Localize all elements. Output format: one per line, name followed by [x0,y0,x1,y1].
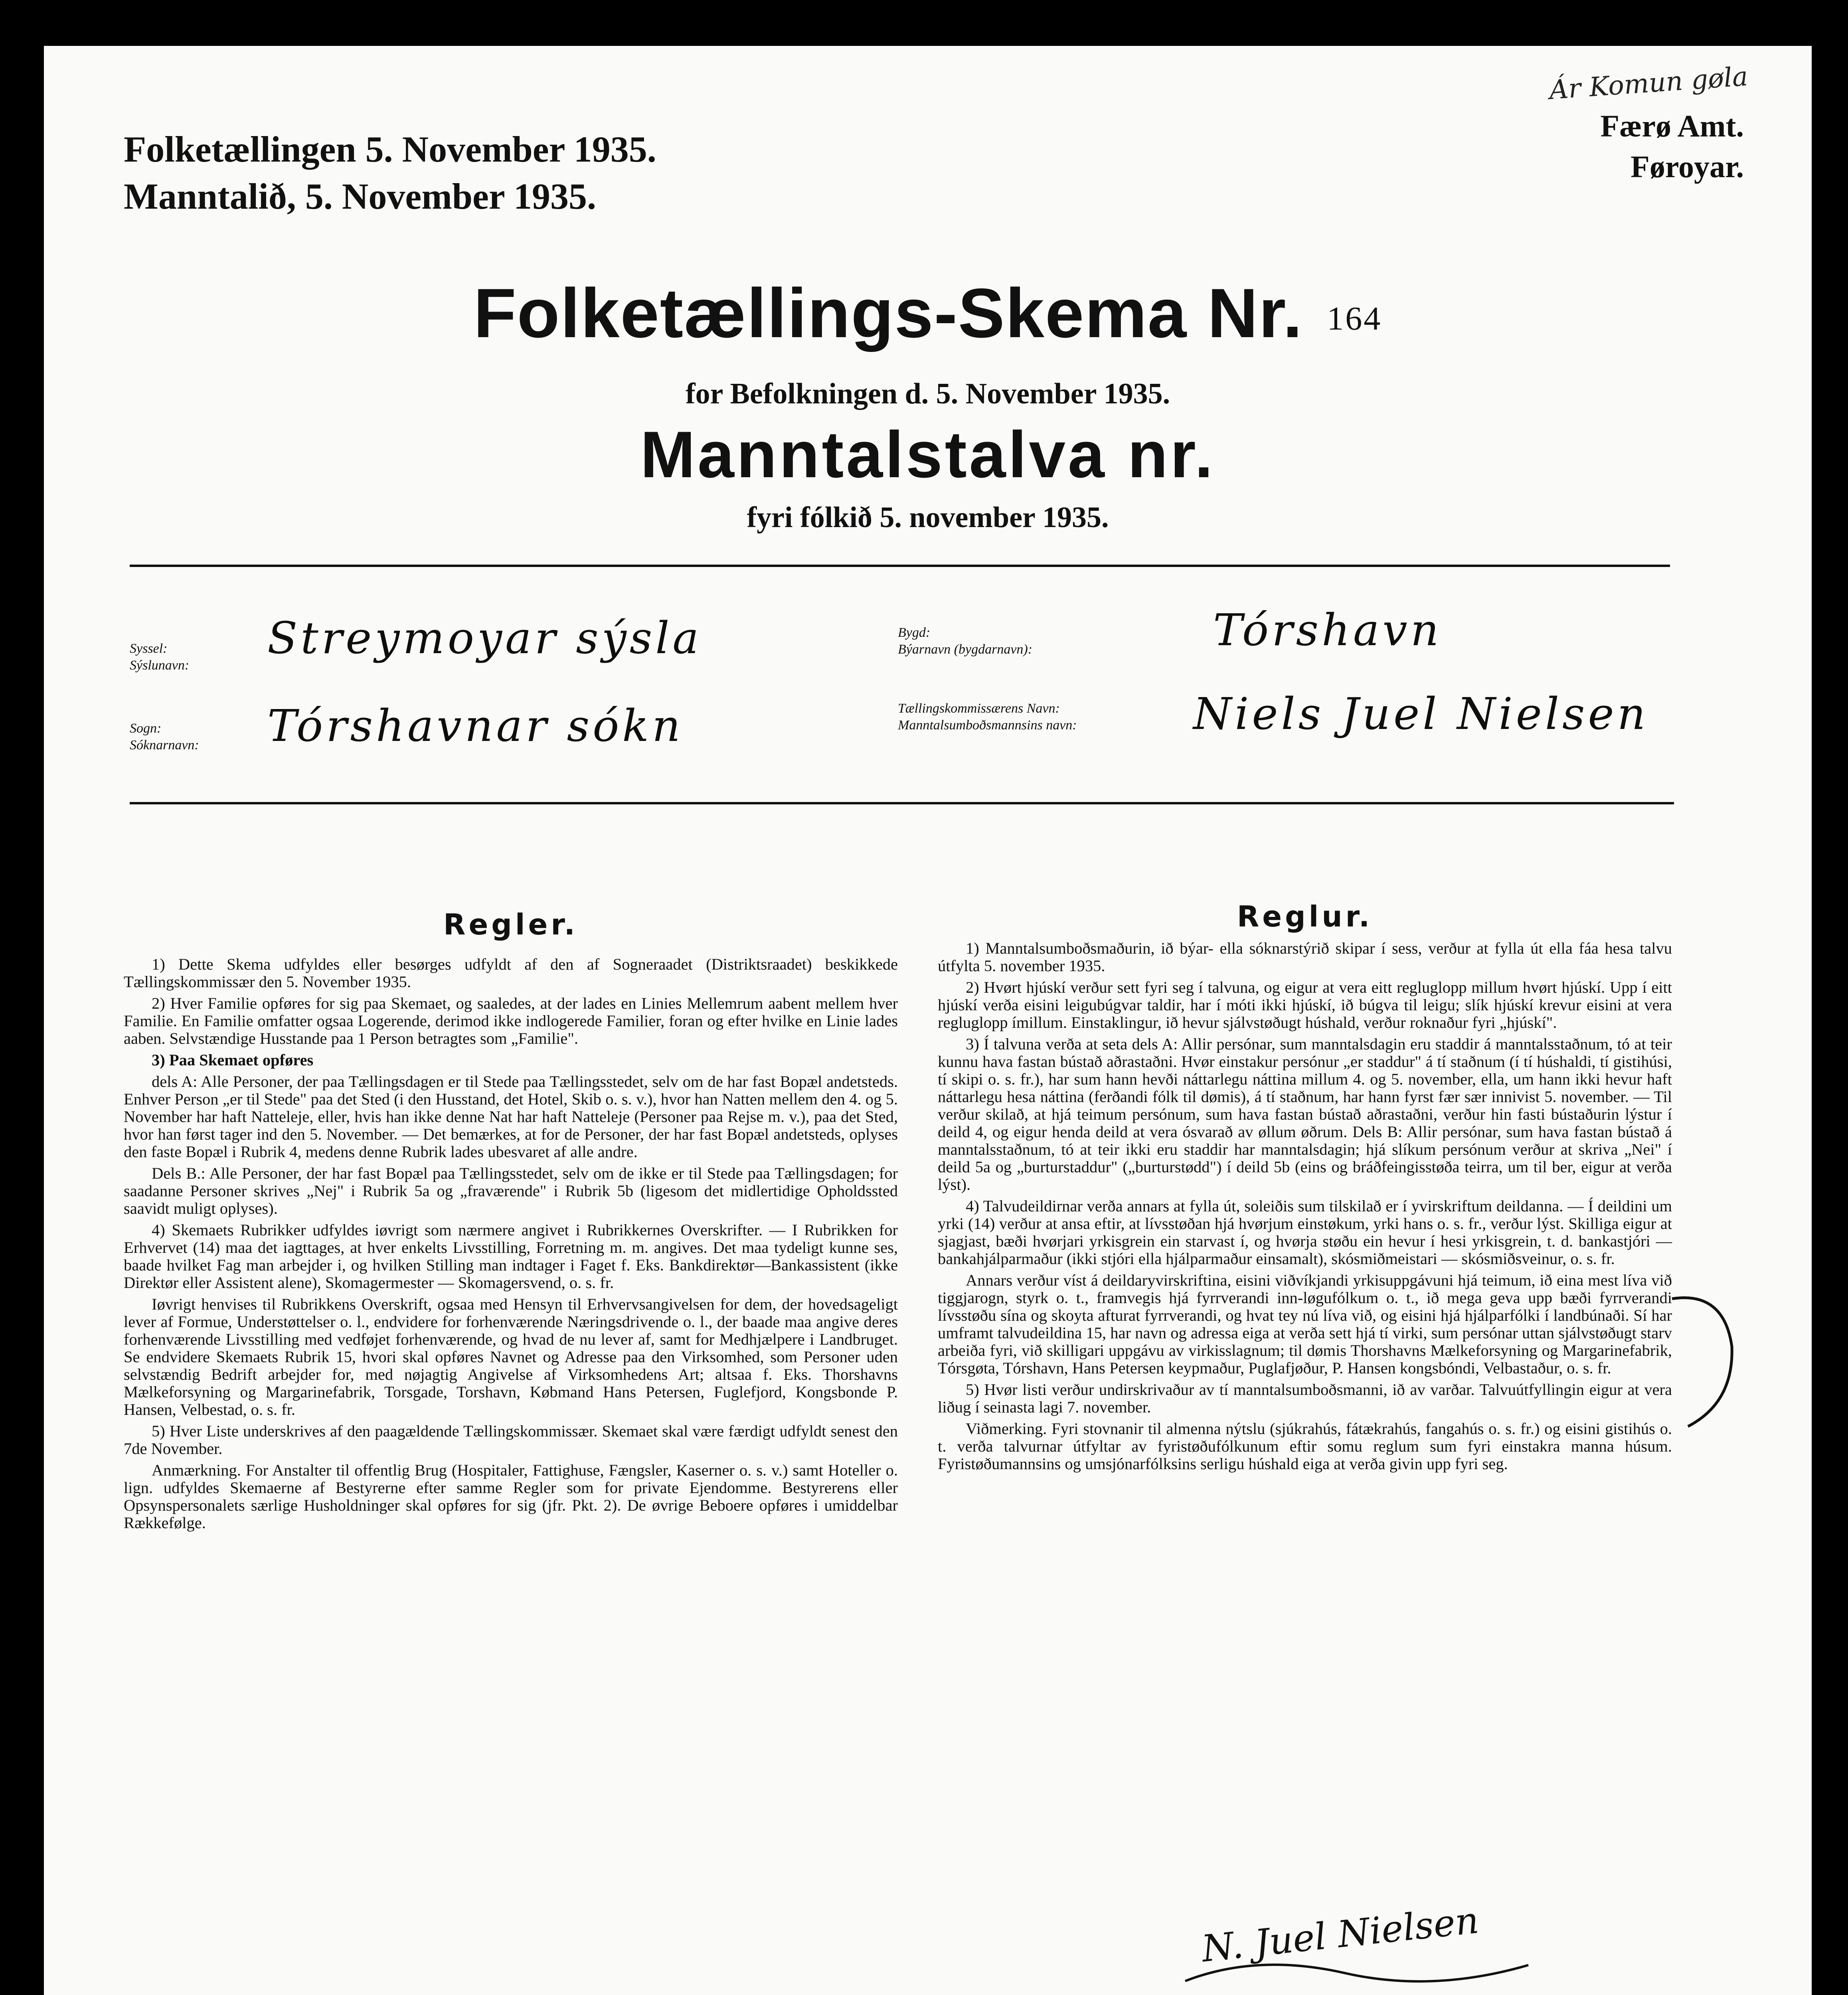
bygd-label-da: Bygd: [898,625,931,640]
signature: N. Juel Nielsen [1200,1898,1481,1971]
rules-da-p2: 2) Hver Familie opføres for sig paa Skemaet, og saaledes, at der lades en Linies Mellemrum aabent mellem hver Familie. En Familie omfatter ogsaa Logerende, derimod ikke indlogerede Familier, foran og efter hvilke en Linie lades aaben. Selvstændige Husstande paa 1 Person betragtes som „Familie". [124,994,898,1047]
rules-da-p5: 5) Hver Liste underskrives af den paagældende Tællingskommissær. Skemaet skal være færdigt udfyldt senest den 7de November. [124,1422,898,1458]
form-title-faroese: Manntalstalva nr. [640,418,1216,491]
form-title-text: Folketællings-Skema Nr. [473,275,1303,352]
rules-fo-heading: Reglur. [1237,900,1373,933]
kommissaer-value: Niels Juel Nielsen [1193,688,1649,739]
rules-fo-p4b: Annars verður víst á deildaryvirskriftina, eisini viðvíkjandi yrkisuppgávuni hjá teimum, ið eina mest líva við tiggjarogn, styrk o. t., framvegis hjá fyrrverandi inn-løgufólkum o. t., ið mega geva upp bæði fyrrverandi lívsstøðu sína og skoyta afturat fyrrverandi, og hvat tey nú líva við, og eisini hjá hjálparfólki í landbúnaði. Sí har umframt talvudeildina 15, har navn og adressa eiga at verða sett hjá tí virki, sum persónar uttan sjálvstøðugt starv arbeiða fyri, við skilligari uppgávu av virkisslagnum; til dømis Thorshavns Mælkeforsyning og Margarinefabrik, Tórsgøta, Tórshavn, Hans Petersen keypmaður, Puglafjøður, P. Hansen kongsbóndi, Velbastaður, o. s. fr. [938,1271,1672,1377]
rules-da-note: Anmærkning. For Anstalter til offentlig Brug (Hospitaler, Fattighuse, Fængsler, Kaserner o. s. v.) samt Hoteller o. lign. udfyldes Skemaerne af Bestyrerne efter samme Regler som for private Ejendomme. Bestyrerens eller Opsynspersonalets særlige Husholdninger skal opføres for sig (jfr. Pkt. 2). De øvrige Beboere opføres i umiddelbar Rækkefølge. [124,1461,898,1532]
rules-fo-p4: 4) Talvudeildirnar verða annars at fylla út, soleiðis sum tilskilað er í yvirskriftum deildanna. — Í deildini um yrki (14) verður at ansa eftir, at lívsstøðan hjá hvørjum einstøkum, yrki hans o. s. fr., verður lýst. Skilliga eigur at sjagjast, bæði hvørjari yrkisgrein ein starvast í, og hvørja støðu ein hevur í hesi yrkisgrein, t. d. bankastjóri — bankahjálparmaður (ikki stjóri ella hjálparmaður einsamalt), skósmiðmeistari — skósmiðsveinur, o. s. fr. [938,1197,1672,1268]
rules-fo-body [938,940,1672,1477]
form-number: 164 [1327,300,1382,338]
sogn-value: Tórshavnar sókn [267,700,684,751]
header-left-line1: Folketællingen 5. November 1935. [124,129,656,170]
kommissaer-label-da: Tællingskommissærens Navn: [898,701,1060,716]
bygd-label-fo: Býarnavn (bygdarnavn): [898,642,1033,657]
kommissaer-label-fo: Manntalsumboðsmannsins navn: [898,718,1077,733]
syssel-value: Streymoyar sýsla [267,612,702,664]
bygd-value: Tórshavn [1213,604,1442,656]
syssel-label [130,640,189,674]
rules-fo-note: Viðmerking. Fyri stovnanir til almenna nýtslu (sjúkrahús, fátækrahús, fangahús o. s. fr.) og eisini gistihús o. t. verða talvurnar útfyltar av fyristøðufólkunum eftir somu reglum sum fyri einstakra manna húsum. Fyristøðumannsins og umsjónarfólksins serligu húshald eiga at verða givin upp fyri seg. [938,1420,1672,1473]
rules-da-heading: Regler. [443,908,578,941]
census-form-sheet [44,46,1812,1995]
rules-da-p3-head: 3) Paa Skemaet opføres [152,1051,314,1069]
header-right-line1: Færø Amt. [1600,109,1744,143]
header-right [1600,106,1744,187]
sogn-label [130,720,199,754]
rules-da-body [124,956,898,1536]
kommissaer-label [898,700,1077,734]
sogn-label-fo: Sóknarnavn: [130,738,199,753]
form-subtitle-faroese: fyri fólkið 5. november 1935. [747,501,1109,534]
signature-flourish [1177,1937,1536,1993]
header-left-line2: Manntalið, 5. November 1935. [124,176,597,217]
top-divider [130,565,1670,567]
syssel-label-fo: Sýslunavn: [130,658,190,673]
form-title [44,273,1812,354]
bygd-label [898,624,1032,658]
rules-fo-p2: 2) Hvørt hjúskí verður sett fyri seg í talvuna, og eigur at vera eitt regluglopp millum hvørt hjúskí. Upp í eitt hjúskí verða eisini leigubúgvar taldir, har í móti ikki hjúskí, ið búgva til leigu; slík hjúskí krevur eisini at vera regluglopp ímillum. Einstaklingur, ið hevur sjálvstøðugt húshald, verður roknaður fyri „hjúskí". [938,978,1672,1031]
rules-fo-p5: 5) Hvør listi verður undirskrivaður av tí manntalsumboðsmanni, ið av varðar. Talvuútfyllingin eigur at vera liðug í seinasta lagi 7. november. [938,1381,1672,1416]
rules-da-p1: 1) Dette Skema udfyldes eller besørges udfyldt af den af Sogneraadet (Distriktsraadet) beskikkede Tællingskommissær den 5. November 1935. [124,955,898,991]
form-subtitle: for Befolkningen d. 5. November 1935. [685,377,1170,410]
rules-da-p3b: Dels B.: Alle Personer, der har fast Bopæl paa Tællingsstedet, selv om de ikke er til Stede paa Tællingsdagen; for saadanne Personer skrives „Nej" i Rubrik 5a og „fraværende" i Rubrik 5b (ligesom det midlertidige Opholdssted saavidt muligt oplyses). [124,1164,898,1217]
header-right-line2: Føroyar. [1631,149,1744,184]
header-left [124,126,656,220]
syssel-label-da: Syssel: [130,641,168,656]
handwritten-annotation: Ár Komun gøla [1548,61,1749,106]
rules-fo-p1: 1) Manntalsumboðsmaðurin, ið býar- ella sóknarstýrið skipar í sess, verður at fylla út ella fáa hesa talvu útfylta 5. november 1935. [938,939,1672,975]
margin-bracket-mark [1664,1275,1752,1442]
rules-da-p4: 4) Skemaets Rubrikker udfyldes iøvrigt som nærmere angivet i Rubrikkernes Overskrifter. — I Rubrikken for Erhvervet (14) maa det iagttages, at hver enkelts Livsstilling, Forretning m. m. angives. Det maa tydeligt kunne ses, baade hvilket Fag man arbejder i, og hvilken Stilling man indtager i Faget f. Eks. Bankdirektør—Bankassistent (ikke Direktør eller Assistent alene), Skomagermester — Skomagersvend, o. s. fr. [124,1221,898,1292]
bottom-divider [130,802,1674,804]
sogn-label-da: Sogn: [130,721,162,736]
rules-da-p3a: dels A: Alle Personer, der paa Tællingsdagen er til Stede paa Tællingsstedet, selv om de har fast Bopæl andetsteds. Enhver Person „er til Stede" paa det Sted (i den Husstand, det Hotel, Skib o. s. v.), hvor han Natten mellem den 4. og 5. November har haft Natteleje, eller, hvis han ikke denne Nat har haft Natteleje (Personer paa Rejse m. v.), paa det Sted, hvor han først tager ind den 5. November. — Det bemærkes, at for de Personer, der har fast Bopæl andetsteds, oplyses den faste Bopæl i Rubrik 4, medens denne Rubrik lades ubesvaret af alle andre. [124,1073,898,1161]
rules-fo-p3: 3) Í talvuna verða at seta dels A: Allir persónar, sum manntalsdagin eru staddir á manntalsstaðnum, tó at teir kunnu hava fastan bústað aðrastaðni. Hvør einstakur persónur „er staddur" á tí staðnum (í tí húshaldi, tí gistihúsi, tí skipi o. s. fr.), har sum hann hevði náttarlegu náttina millum 4. og 5. november, ella, um hann ikki hevur haft náttarlegu hesa náttina (ferðandi fólk til dømis), á tí staðnum, har hann fyrst fær sær innivist 5. november. — Til verður skilað, at hjá teimum persónum, sum hava fastan bústað aðrastaðni, verður hin fasti bústaðurin lýstur í deild 4, og eigur henda deild at vera ósvarað av øllum øðrum. Dels B: Allir persónar, sum hava fastan bústað á manntalsstaðnum, tó at teir ikki eru staddir har manntalsdagin; hjá slíkum persónum verður at skriva „Nei" í deild 5a og „burturstaddur" („burturstødd") í deild 5b (eins og bráðfeingisstøða teirra, um til ber, eigur at verða lýst). [938,1035,1672,1193]
rules-da-p4b: Iøvrigt henvises til Rubrikkens Overskrift, ogsaa med Hensyn til Erhvervsangivelsen for dem, der hovedsageligt lever af Formue, Understøttelser o. l., endvidere for forhenværende Næringsdrivende o. l., der baade maa angive deres forhenværende Livsstilling med vedføjet forhenværende, og hvad de nu lever af, samt for Medhjælpere i Landbruget. Se endvidere Skemaets Rubrik 15, hvori skal opføres Navnet og Adresse paa den Virksomhed, som Personer uden selvstændig Bedrift arbejder for, med nøjagtig Angivelse af Virksomhedens Art; altsaa f. Eks. Thorshavns Mælkeforsyning og Margarinefabrik, Torsgade, Torshavn, Købmand Hans Petersen, Fuglefjord, Kongsbonde P. Hansen, Velbestad, o. s. fr. [124,1295,898,1418]
